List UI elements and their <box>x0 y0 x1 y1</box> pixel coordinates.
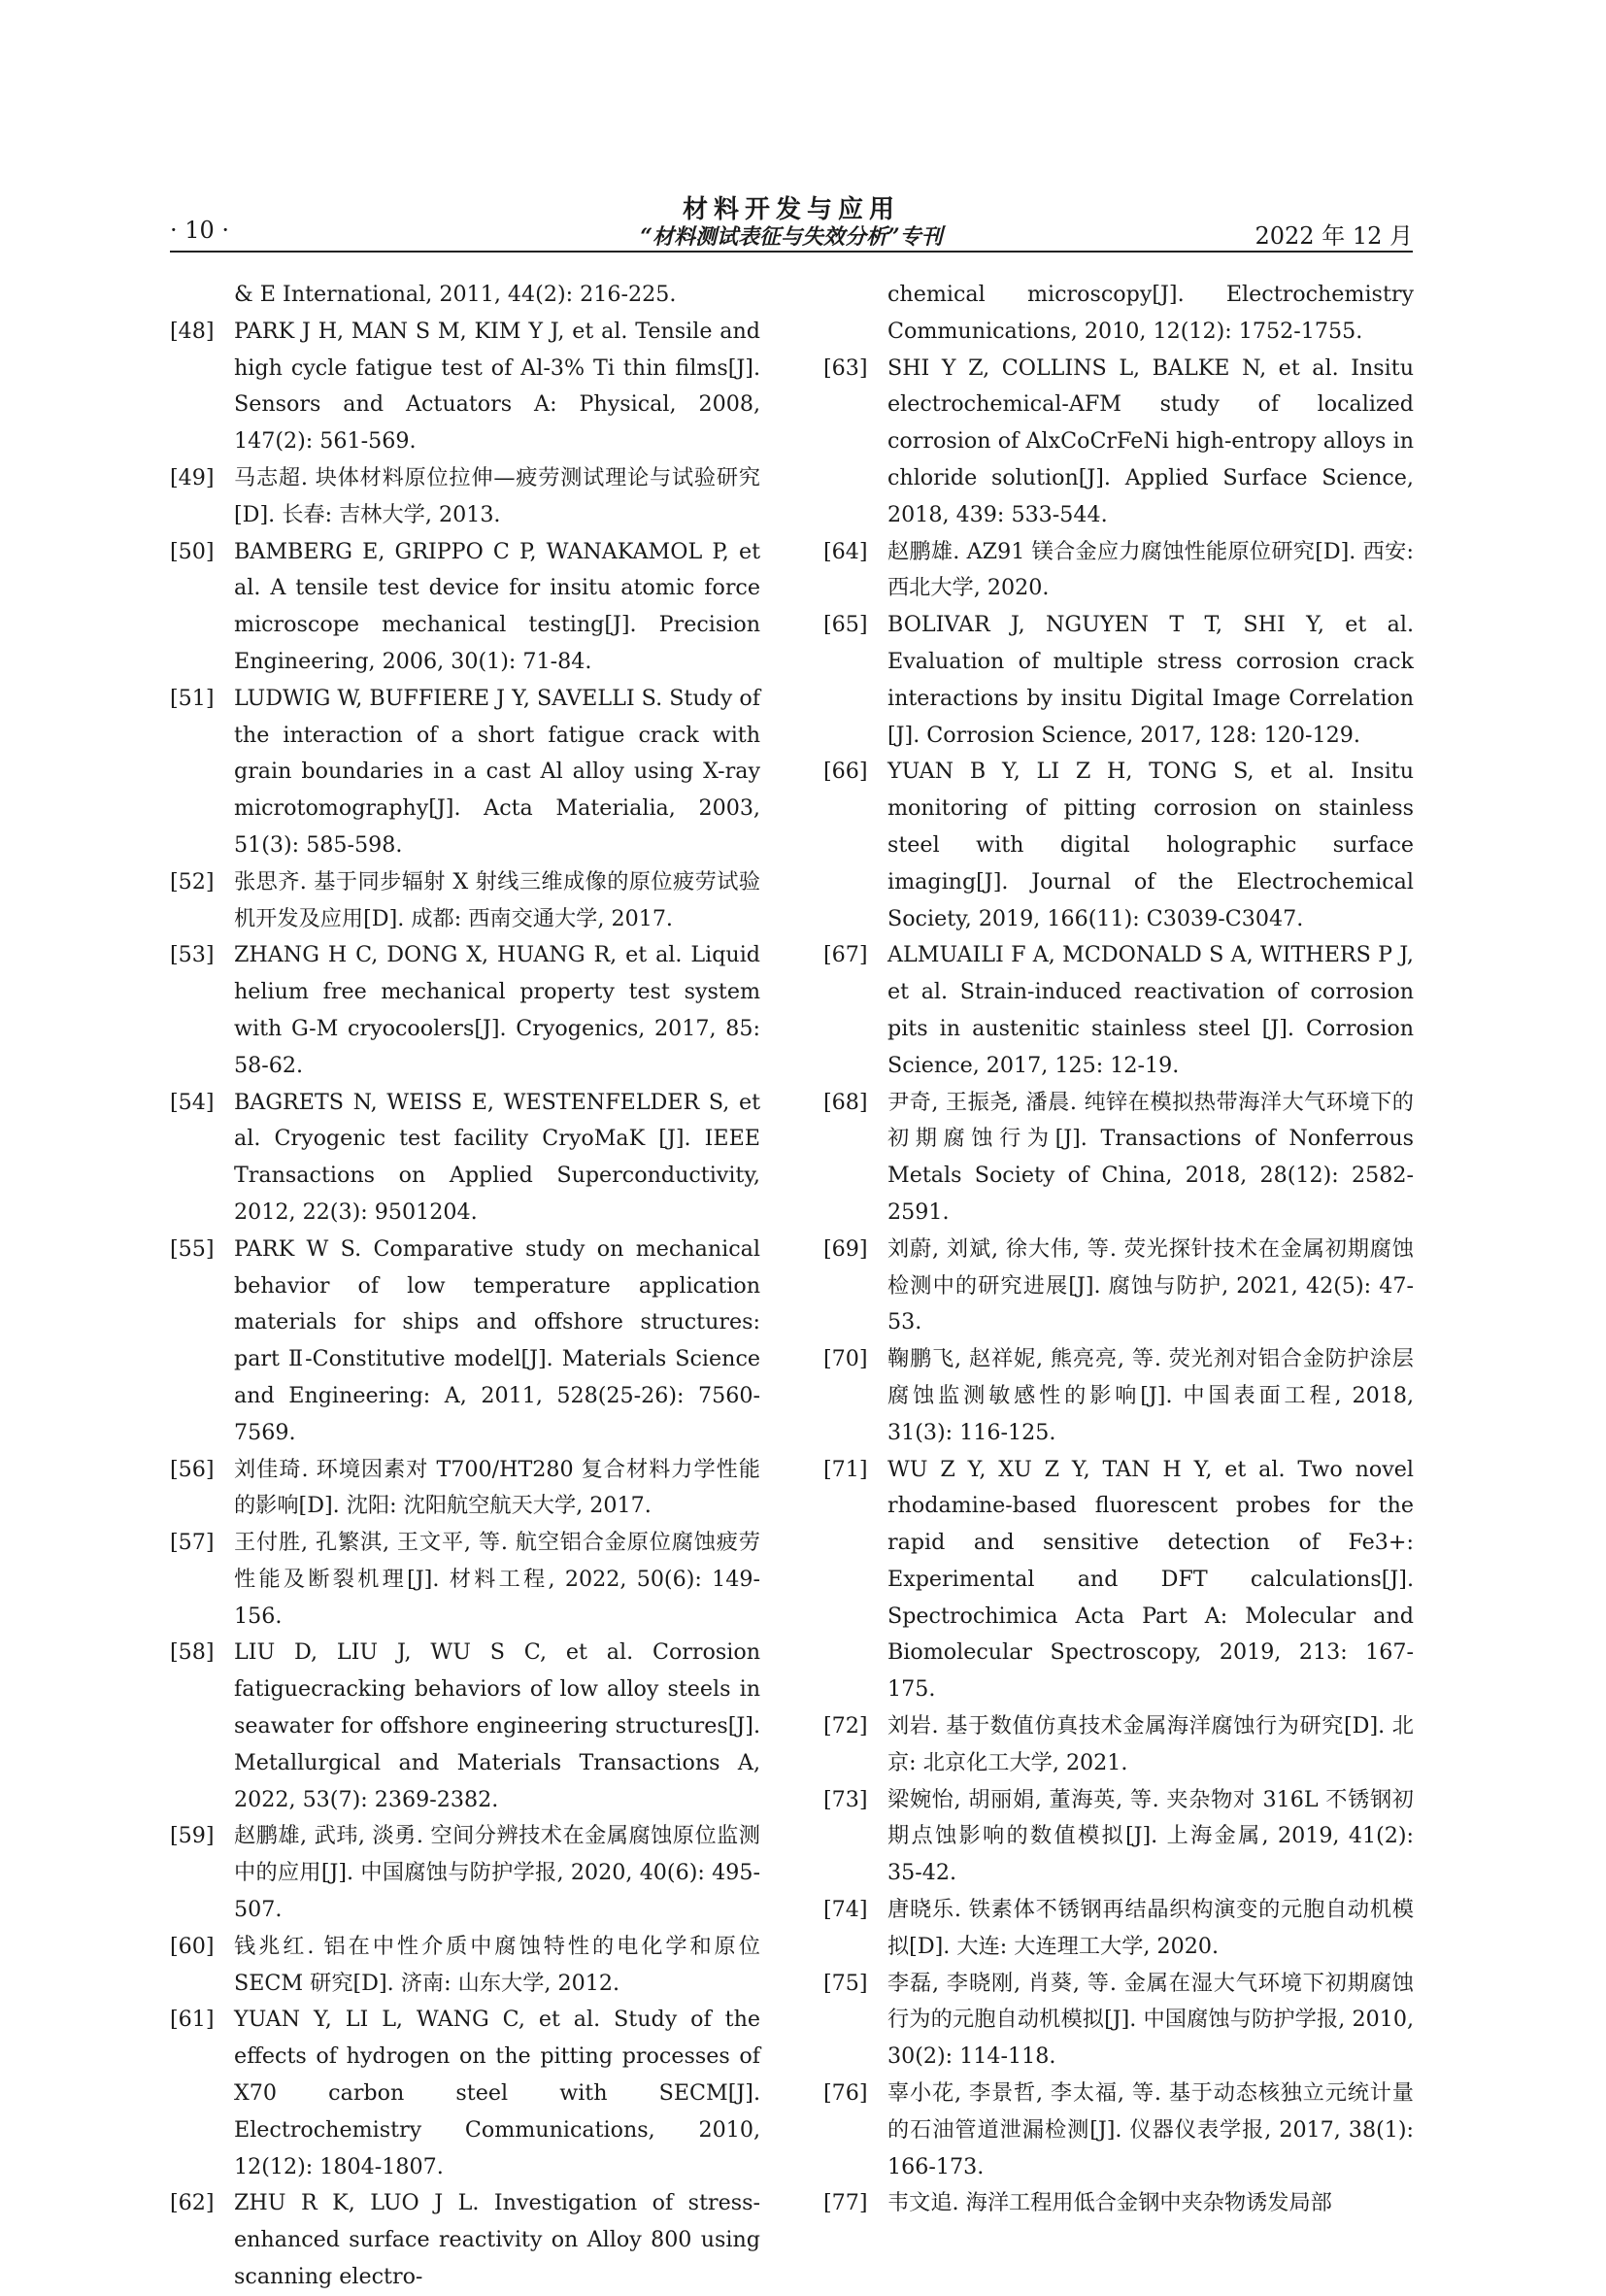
reference-item <box>823 1232 1414 1341</box>
reference-item <box>823 534 1414 608</box>
reference-item <box>823 1782 1414 1892</box>
reference-item <box>823 1341 1414 1451</box>
reference-number: [60] <box>170 1933 215 1959</box>
reference-item <box>170 1085 760 1232</box>
reference-text: PARK J H, MAN S M, KIM Y J, et al. Tensile and high cycle fatigue test of Al-3% Ti thin films[J]. Sensors and Actuators A: Physical, 2008, 147(2): 561-569. <box>234 318 760 455</box>
reference-number: [57] <box>170 1530 215 1556</box>
reference-number: [63] <box>823 355 868 381</box>
reference-number: [61] <box>170 2007 215 2033</box>
reference-item <box>170 1525 760 1635</box>
reference-text: 刘佳琦. 环境因素对 T700/HT280 复合材料力学性能的影响[D]. 沈阳: 沈阳航空航天大学, 2017. <box>234 1456 760 1519</box>
reference-number: [70] <box>823 1346 868 1372</box>
reference-item <box>170 937 760 1084</box>
reference-number: [65] <box>823 612 868 638</box>
reference-number: [56] <box>170 1456 215 1482</box>
reference-item <box>823 1892 1414 1966</box>
reference-item <box>170 681 760 864</box>
reference-text: YUAN Y, LI L, WANG C, et al. Study of the effects of hydrogen on the pitting processes of X70 carbon steel with SECM[J]. Electrochemistry Communications, 2010, 12(12): 1804-1807. <box>234 2007 760 2179</box>
reference-text: 李磊, 李晓刚, 肖葵, 等. 金属在湿大气环境下初期腐蚀行为的元胞自动机模拟[J]. 中国腐蚀与防护学报, 2010, 30(2): 114-118. <box>887 1970 1414 2070</box>
reference-item <box>170 460 760 534</box>
reference-item <box>823 277 1414 351</box>
reference-item <box>170 2002 760 2185</box>
reference-text: 马志超. 块体材料原位拉伸—疲劳测试理论与试验研究[D]. 长春: 吉林大学, 2013. <box>234 464 760 527</box>
reference-number: [62] <box>170 2190 215 2216</box>
reference-item <box>170 1929 760 2003</box>
special-issue-title: “材料测试表征与失效分析”专刊 <box>640 224 943 250</box>
reference-item <box>170 1232 760 1452</box>
reference-number: [77] <box>823 2190 868 2216</box>
left-column <box>170 277 760 2296</box>
reference-number: [53] <box>170 942 215 968</box>
reference-text: LUDWIG W, BUFFIERE J Y, SAVELLI S. Study of the interaction of a short fatigue crack with grain boundaries in a cast Al alloy using X-ray microtomography[J]. Acta Materialia, 2003, 51(3): 585-598. <box>234 685 760 858</box>
reference-text: 王付胜, 孔繁淇, 王文平, 等. 航空铝合金原位腐蚀疲劳性能及断裂机理[J]. 材料工程, 2022, 50(6): 149-156. <box>234 1530 760 1629</box>
reference-text: 钱兆红. 铝在中性介质中腐蚀特性的电化学和原位 SECM 研究[D]. 济南: 山东大学, 2012. <box>234 1933 760 1996</box>
reference-item <box>823 1085 1414 1232</box>
page-header <box>170 189 1413 250</box>
reference-item <box>170 314 760 460</box>
reference-item <box>170 1818 760 1928</box>
reference-text: 赵鹏雄, 武玮, 淡勇. 空间分辨技术在金属腐蚀原位监测中的应用[J]. 中国腐蚀与防护学报, 2020, 40(6): 495-507. <box>234 1823 760 1923</box>
reference-text: 尹奇, 王振尧, 潘晨. 纯锌在模拟热带海洋大气环境下的初期腐蚀行为[J]. Transactions of Nonferrous Metals Society of China, 2018, 28(12): 2582-2591. <box>887 1089 1414 1225</box>
reference-text: 刘岩. 基于数值仿真技术金属海洋腐蚀行为研究[D]. 北京: 北京化工大学, 2021. <box>887 1713 1414 1775</box>
reference-item <box>823 1452 1414 1709</box>
reference-text: SHI Y Z, COLLINS L, BALKE N, et al. Insitu electrochemical-AFM study of localized corrosion of AlxCoCrFeNi high-entropy alloys in chloride solution[J]. Applied Surface Science, 2018, 439: 533-544. <box>887 355 1414 527</box>
reference-text: 赵鹏雄. AZ91 镁合金应力腐蚀性能原位研究[D]. 西安: 西北大学, 2020. <box>887 538 1414 601</box>
reference-number: [69] <box>823 1235 868 1262</box>
reference-text: 韦文追. 海洋工程用低合金钢中夹杂物诱发局部 <box>887 2190 1332 2216</box>
reference-number: [58] <box>170 1639 215 1666</box>
reference-text: chemical microscopy[J]. Electrochemistry Communications, 2010, 12(12): 1752-1755. <box>887 282 1414 344</box>
reference-item <box>170 534 760 681</box>
reference-item <box>823 1708 1414 1782</box>
reference-number: [75] <box>823 1970 868 1996</box>
reference-number: [71] <box>823 1456 868 1482</box>
reference-text: ZHANG H C, DONG X, HUANG R, et al. Liquid helium free mechanical property test system with G-M cryocoolers[J]. Cryogenics, 2017, 85: 58-62. <box>234 942 760 1078</box>
reference-text: BAGRETS N, WEISS E, WESTENFELDER S, et al. Cryogenic test facility CryoMaK [J]. IEEE Transactions on Applied Superconductivity, 2012, 22(3): 9501204. <box>234 1089 760 1225</box>
reference-item <box>170 1452 760 1526</box>
reference-text: 辜小花, 李景哲, 李太福, 等. 基于动态核独立元统计量的石油管道泄漏检测[J]. 仪器仪表学报, 2017, 38(1): 166-173. <box>887 2080 1414 2179</box>
reference-text: WU Z Y, XU Z Y, TAN H Y, et al. Two novel rhodamine-based fluorescent probes for the rapid and sensitive detection of Fe3+: Experimental and DFT calculations[J]. Spectrochimica Acta Part A: Molecular and Biomolecular Spectroscopy, 2019, 213: 167-175. <box>887 1456 1414 1703</box>
reference-text: BOLIVAR J, NGUYEN T T, SHI Y, et al. Evaluation of multiple stress corrosion crack interactions by insitu Digital Image Correlation [J]. Corrosion Science, 2017, 128: 120-129. <box>887 612 1414 748</box>
reference-number: [49] <box>170 464 215 490</box>
reference-item <box>170 277 760 314</box>
reference-text: 鞠鹏飞, 赵祥妮, 熊亮亮, 等. 荧光剂对铝合金防护涂层腐蚀监测敏感性的影响[J]. 中国表面工程, 2018, 31(3): 116-125. <box>887 1346 1414 1445</box>
reference-item <box>823 2076 1414 2185</box>
journal-title: 材料开发与应用 <box>682 195 900 224</box>
page-number: · 10 · <box>170 217 230 244</box>
reference-item <box>823 754 1414 937</box>
reference-text: 张思齐. 基于同步辐射 X 射线三维成像的原位疲劳试验机开发及应用[D]. 成都: 西南交通大学, 2017. <box>234 868 760 931</box>
reference-number: [50] <box>170 538 215 564</box>
reference-number: [59] <box>170 1823 215 1849</box>
reference-number: [67] <box>823 942 868 968</box>
reference-number: [55] <box>170 1235 215 1262</box>
reference-item <box>823 607 1414 754</box>
reference-item <box>170 864 760 938</box>
reference-text: 刘蔚, 刘斌, 徐大伟, 等. 荧光探针技术在金属初期腐蚀检测中的研究进展[J]. 腐蚀与防护, 2021, 42(5): 47-53. <box>887 1235 1414 1335</box>
reference-number: [52] <box>170 868 215 895</box>
reference-item <box>823 1966 1414 2076</box>
reference-item <box>170 2185 760 2295</box>
reference-number: [76] <box>823 2080 868 2107</box>
reference-text: 唐晓乐. 铁素体不锈钢再结晶织构演变的元胞自动机模拟[D]. 大连: 大连理工大学, 2020. <box>887 1897 1414 1959</box>
reference-number: [48] <box>170 318 215 344</box>
reference-text: 梁婉怡, 胡丽娟, 董海英, 等. 夹杂物对 316L 不锈钢初期点蚀影响的数值模拟[J]. 上海金属, 2019, 41(2): 35-42. <box>887 1786 1414 1886</box>
reference-text: PARK W S. Comparative study on mechanical behavior of low temperature application materials for ships and offshore structures: part Ⅱ-Constitutive model[J]. Materials Science and Engineering: A, 2011, 528(25-26): 7560-7569. <box>234 1235 760 1445</box>
reference-text: & E International, 2011, 44(2): 216-225. <box>234 282 677 307</box>
reference-number: [66] <box>823 759 868 785</box>
reference-text: BAMBERG E, GRIPPO C P, WANAKAMOL P, et al. A tensile test device for insitu atomic force microscope mechanical testing[J]. Precision Engineering, 2006, 30(1): 71-84. <box>234 538 760 674</box>
reference-number: [64] <box>823 538 868 564</box>
reference-item <box>823 937 1414 1084</box>
reference-text: ZHU R K, LUO J L. Investigation of stress-enhanced surface reactivity on Alloy 800 using scanning electro- <box>234 2190 760 2290</box>
reference-text: ALMUAILI F A, MCDONALD S A, WITHERS P J, et al. Strain-induced reactivation of corrosion pits in austenitic stainless steel [J]. Corrosion Science, 2017, 125: 12-19. <box>887 942 1414 1078</box>
reference-number: [54] <box>170 1089 215 1115</box>
reference-item <box>823 2185 1414 2222</box>
issue-date: 2022 年 12 月 <box>1255 222 1413 250</box>
reference-number: [73] <box>823 1786 868 1812</box>
right-column <box>823 277 1414 2222</box>
reference-text: LIU D, LIU J, WU S C, et al. Corrosion fatiguecracking behaviors of low alloy steels in seawater for offshore engineering structures[J]. Metallurgical and Materials Transactions A, 2022, 53(7): 2369-2382. <box>234 1639 760 1812</box>
reference-number: [51] <box>170 685 215 711</box>
header-rule <box>170 251 1413 253</box>
reference-text: YUAN B Y, LI Z H, TONG S, et al. Insitu monitoring of pitting corrosion on stainless steel with digital holographic surface imaging[J]. Journal of the Electrochemical Society, 2019, 166(11): C3039-C3047. <box>887 759 1414 931</box>
reference-number: [72] <box>823 1713 868 1739</box>
reference-number: [74] <box>823 1897 868 1923</box>
reference-number: [68] <box>823 1089 868 1115</box>
reference-item <box>170 1635 760 1818</box>
reference-item <box>823 351 1414 534</box>
